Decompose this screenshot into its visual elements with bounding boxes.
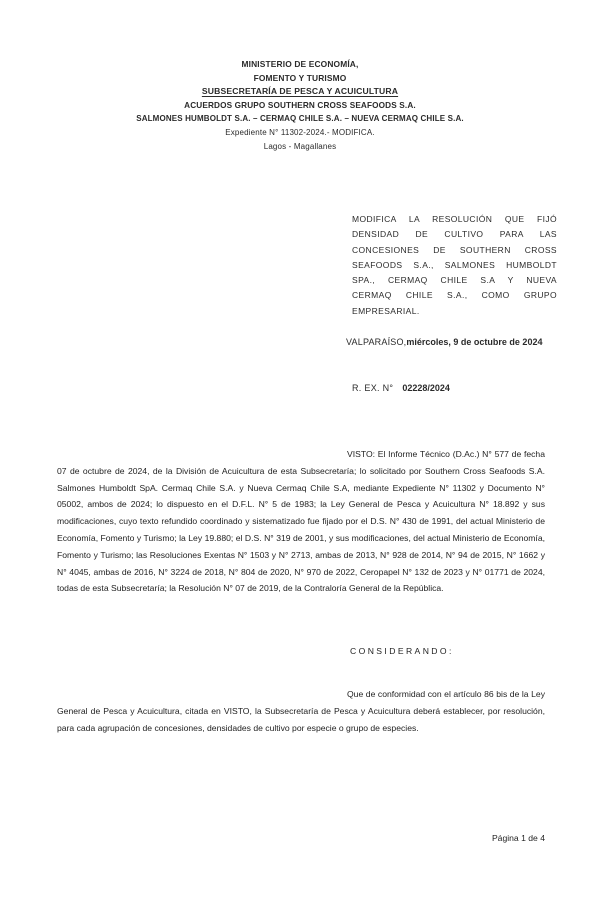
- issue-date: miércoles, 9 de octubre de 2024: [406, 337, 543, 347]
- visto-text: VISTO: El Informe Técnico (D.Ac.) N° 577 de fecha 07 de octubre de 2024, de la División de Acuicultura de esta Subsecretaría; lo solicitado por Southern Cross Seafoods S.A. Salmones Humboldt SpA. Cermaq Chile S.A. y Nueva Cermaq Chile S.A, mediante Expediente N° 11302 y Documento N° 05002, ambos de 2024; lo dispuesto en el D.F.L. N° 5 de 1983; la Ley General de Pesca y Acuicultura N° 18.892 y sus modificaciones, cuyo texto refundido coordinado y sistematizado fue fijado por el D.S. N° 430 de 1991, del actual Ministerio de Economía, Fomento y Turismo; la Ley 19.880; el D.S. N° 319 de 2001, y sus modificaciones, del actual Ministerio de Economía, Fomento y Turismo; las Resoluciones Exentas N° 1503 y N° 2713, ambas de 2013, N° 928 de 2014, N° 94 de 2015, N° 1662 y N° 4045, ambas de 2016, N° 3224 de 2018, N° 804 de 2020, N° 970 de 2022, Ceropapel N° 132 de 2023 y N° 01771 de 2024, todas de esta Subsecretaría; la Resolución N° 07 de 2019, de la Contraloría General de la República.: [57, 449, 545, 594]
- document-header: [0, 58, 600, 153]
- header-subsecretaria: SUBSECRETARÍA DE PESCA Y ACUICULTURA: [201, 86, 399, 97]
- place-and-date: [346, 337, 542, 347]
- considerando-paragraph: [57, 686, 545, 736]
- considerando-text: Que de conformidad con el artículo 86 bis de la Ley General de Pesca y Acuicultura, citada en VISTO, la Subsecretaría de Pesca y Acuicultura deberá establecer, por resolución, para cada agrupación de concesiones, densidades de cultivo por especie o grupo de especies.: [57, 689, 545, 733]
- resolution-subject: MODIFICA LA RESOLUCIÓN QUE FIJÓ DENSIDAD DE CULTIVO PARA LAS CONCESIONES DE SOUTHERN CROSS SEAFOODS S.A., SALMONES HUMBOLDT SPA., CERMAQ CHILE S.A Y NUEVA CERMAQ CHILE S.A., COMO GRUPO EMPRESARIAL.: [352, 214, 557, 316]
- resolution-number-label: R. EX. N°: [352, 383, 394, 393]
- header-group-line-1: ACUERDOS GRUPO SOUTHERN CROSS SEAFOODS S.A.: [184, 100, 416, 110]
- considerando-heading: CONSIDERANDO:: [350, 646, 454, 656]
- resolution-number-value: 02228/2024: [402, 383, 450, 393]
- header-group-line-2: SALMONES HUMBOLDT S.A. – CERMAQ CHILE S.A. – NUEVA CERMAQ CHILE S.A.: [136, 114, 464, 124]
- header-expediente: Expediente N° 11302-2024.- MODIFICA.: [225, 127, 375, 137]
- visto-paragraph: [57, 446, 545, 597]
- resolution-number: [352, 383, 450, 393]
- header-ministry-line-1: MINISTERIO DE ECONOMÍA,: [241, 59, 359, 69]
- header-ministry-line-2: FOMENTO Y TURISMO: [253, 72, 347, 83]
- place-city: VALPARAÍSO,: [346, 337, 407, 347]
- page-footer: Página 1 de 4: [491, 833, 545, 843]
- header-region: Lagos - Magallanes: [263, 141, 337, 151]
